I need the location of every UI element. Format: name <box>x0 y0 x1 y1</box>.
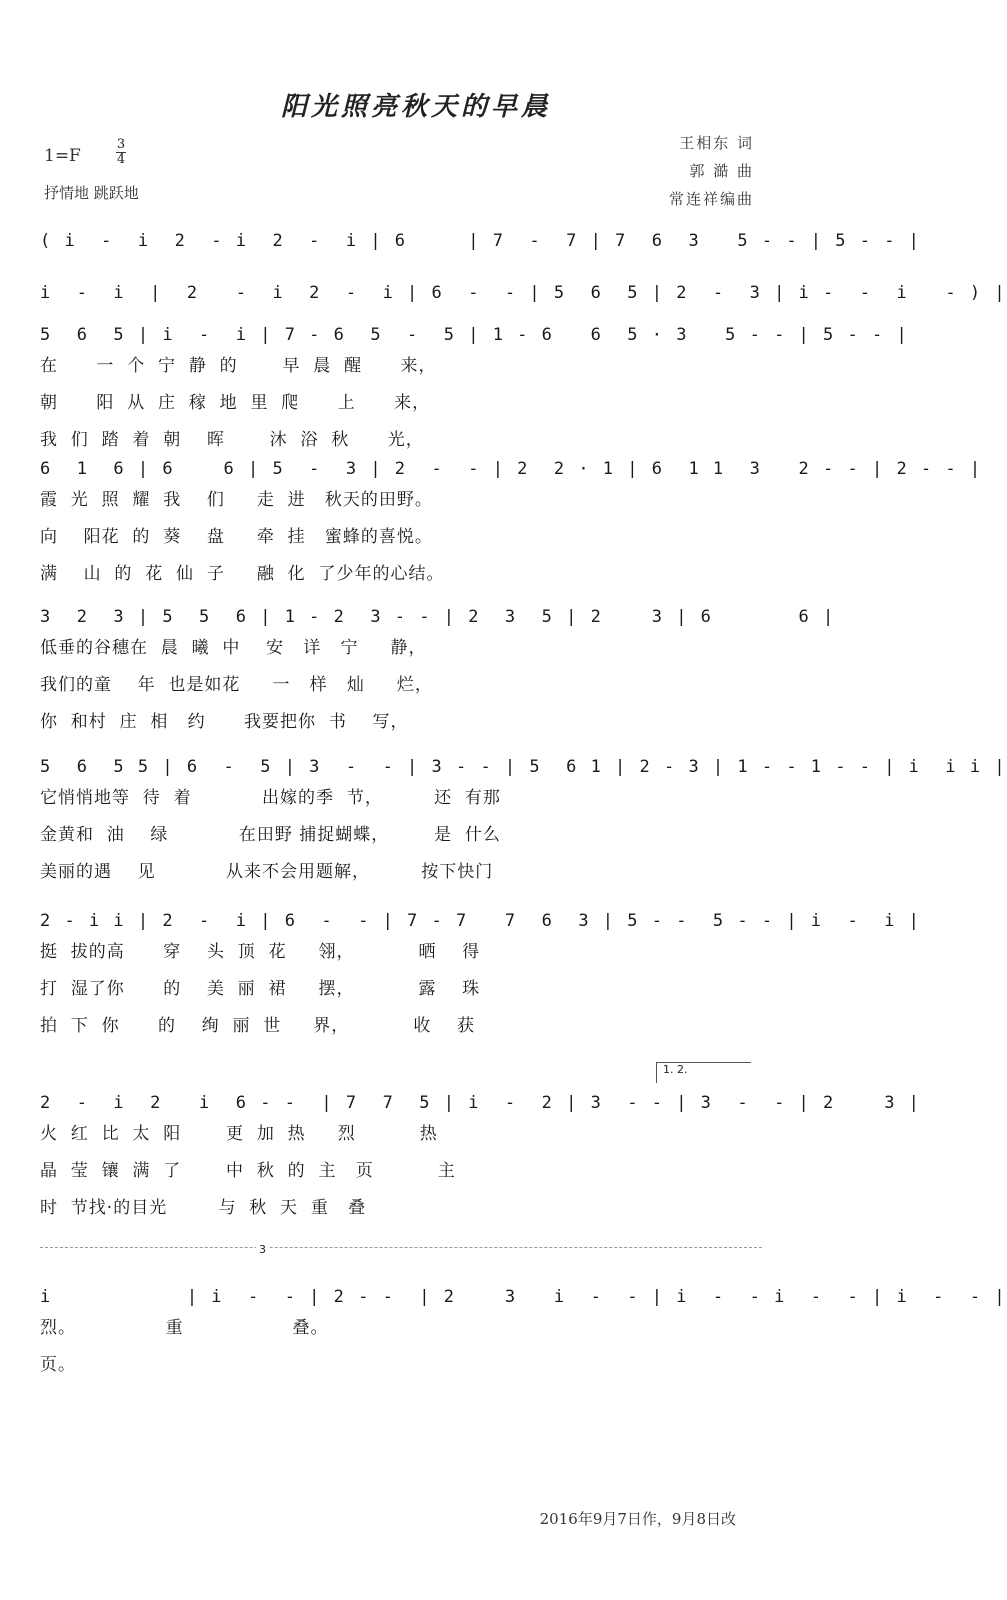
score-system <box>40 228 921 254</box>
lyric-verse-2: 金黄和 油 绿 在田野 捕捉蝴蝶， 是 什么 <box>40 825 501 845</box>
lyric-verse-2: 向 阳花 的 葵 盘 牵 挂 蜜蜂的喜悦。 <box>40 527 433 547</box>
credit-lyricist: 王相东 词 <box>679 134 754 152</box>
lyric-verse-3: 满 山 的 花 仙 子 融 化 了少年的心结。 <box>40 564 445 584</box>
volta-bracket <box>656 1062 751 1083</box>
expression-marking: 抒情地 跳跃地 <box>44 184 139 202</box>
lyric-verse-1: 在 一 个 宁 静 的 早 晨 醒 来， <box>40 356 437 376</box>
notation-line: 5 6 5 | i - i | 7 - 6 5 - 5 | 1 - 6 6 5 · 3 5 - - | 5 - - | <box>40 325 909 345</box>
time-signature-bottom: 4 <box>116 152 126 167</box>
lyric-verse-1: 挺 拔的高 穿 头 顶 花 翎， 晒 得 <box>40 942 481 962</box>
lyric-verse-2: 打 湿了你 的 美 丽 裙 摆， 露 珠 <box>40 979 481 999</box>
volta-label: 1. 2. <box>663 1063 688 1076</box>
notation-line: 3 2 3 | 5 5 6 | 1 - 2 3 - - | 2 3 5 | 2 3 | 6 6 | <box>40 607 836 627</box>
lyric-verse-2: 晶 莹 镶 满 了 中 秋 的 主 页 主 <box>40 1161 456 1181</box>
lyric-verse-3: 你 和村 庄 相 约 我要把你 书 写， <box>40 712 409 732</box>
score-system <box>40 908 921 1045</box>
notation-line: 6 1 6 | 6 6 | 5 - 3 | 2 - - | 2 2 · 1 | 6 1 1 3 2 - - | 2 - - | <box>40 459 983 479</box>
score-system <box>40 322 909 459</box>
lyric-verse-3: 时 节找·的目光 与 秋 天 重 叠 <box>40 1198 367 1218</box>
lyric-verse-1: 低垂的谷穗在 晨 曦 中 安 详 宁 静， <box>40 638 427 658</box>
notation-line: i - i | 2 - i 2 - i | 6 - - | 5 6 5 | 2 - 3 | i - - i - ) | <box>40 283 1007 303</box>
lyric-verse-1: 霞 光 照 耀 我 们 走 进 秋天的田野。 <box>40 490 433 510</box>
lyric-verse-3: 拍 下 你 的 绚 丽 世 界， 收 获 <box>40 1016 475 1036</box>
notation-line: 5 6 5 5 | 6 - 5 | 3 - - | 3 - - | 5 6 1 | 2 - 3 | 1 - - 1 - - | i i i | <box>40 757 1007 777</box>
notation-line: 2 - i 2 i 6 - - | 7 7 5 | i - 2 | 3 - - | 3 - - | 2 3 | <box>40 1093 921 1113</box>
credit-arranger: 常连祥编曲 <box>668 190 754 208</box>
page-title: 阳光照亮秋天的早晨 <box>280 92 551 122</box>
lyric-verse-1: 它悄悄地等 待 着 出嫁的季 节， 还 有那 <box>40 788 501 808</box>
lyric-verse-3: 我 们 踏 着 朝 晖 沐 浴 秋 光， <box>40 430 424 450</box>
lyric-verse-2: 页。 <box>40 1355 76 1375</box>
lyric-verse-1: 烈。 重 叠。 <box>40 1318 329 1338</box>
score-system <box>40 456 983 593</box>
notation-line: ( i - i 2 - i 2 - i | 6 | 7 - 7 | 7 6 3 5 - - | 5 - - | <box>40 231 921 251</box>
notation-line: 2 - i i | 2 - i | 6 - - | 7 - 7 7 6 3 | 5 - - 5 - - | i - i | <box>40 911 921 931</box>
notation-line: i | i - - | 2 - - | 2 3 i - - | i - - i - - | i - - | <box>40 1287 1007 1307</box>
separator-dashed-line <box>40 1247 762 1248</box>
time-signature <box>116 138 126 167</box>
score-system <box>40 280 1007 306</box>
score-system <box>40 754 1007 891</box>
lyric-verse-3: 美丽的遇 见 从来不会用题解， 按下快门 <box>40 862 494 882</box>
score-system <box>40 1284 1007 1384</box>
credit-composer: 郭 澔 曲 <box>689 162 754 180</box>
composition-date-note: 2016年9月7日作，9月8日改 <box>539 1510 736 1528</box>
lyric-verse-2: 我们的童 年 也是如花 一 样 灿 烂， <box>40 675 433 695</box>
triplet-marker: 3 <box>256 1243 269 1256</box>
lyric-verse-2: 朝 阳 从 庄 稼 地 里 爬 上 来， <box>40 393 431 413</box>
time-signature-top: 3 <box>116 137 126 152</box>
key-signature: 1=F <box>44 146 81 166</box>
score-system <box>40 604 836 741</box>
lyric-verse-1: 火 红 比 太 阳 更 加 热 烈 热 <box>40 1124 438 1144</box>
score-system <box>40 1090 921 1227</box>
